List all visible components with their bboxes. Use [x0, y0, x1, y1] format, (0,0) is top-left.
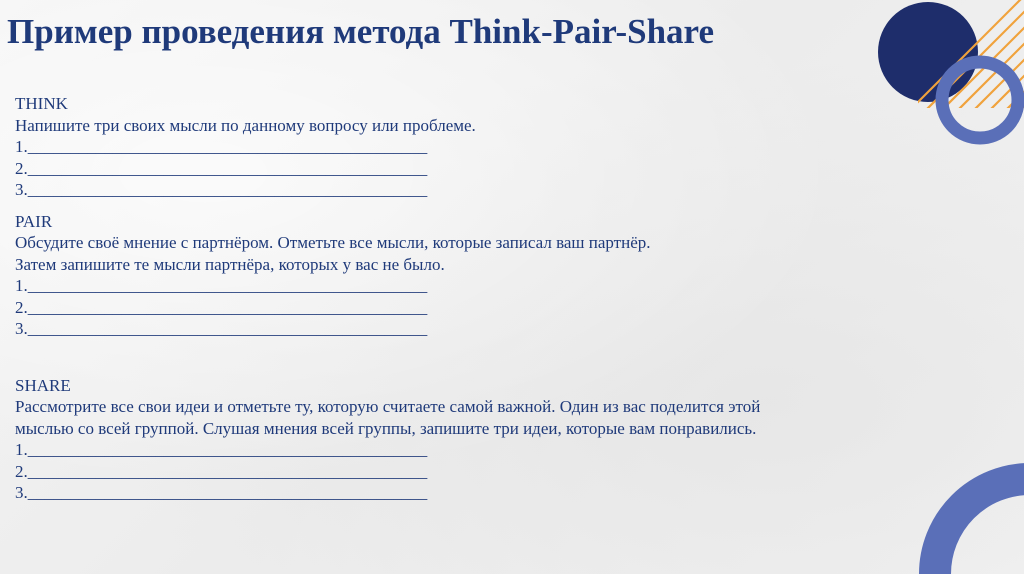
slide-title: Пример проведения метода Think-Pair-Share: [7, 12, 714, 51]
share-instruction-line-2: мыслью со всей группой. Слушая мнения всей группы, запишите три идеи, которые вам понравились.: [15, 418, 757, 438]
pair-instruction-line-2: Затем запишите те мысли партнёра, которых у вас не было.: [15, 254, 445, 274]
share-blank-2: 2._______________________________________________: [15, 461, 428, 481]
think-instruction: Напишите три своих мысли по данному вопросу или проблеме.: [15, 115, 476, 135]
pair-instruction-line-1: Обсудите своё мнение с партнёром. Отметьте все мысли, которые записал ваш партнёр.: [15, 233, 651, 252]
section-spacer: [15, 340, 975, 375]
think-blank-2: 2._______________________________________________: [15, 158, 428, 178]
worksheet-body: [15, 93, 975, 504]
pair-section: [15, 211, 975, 340]
think-heading: THINK: [15, 94, 68, 113]
navy-circle-decoration: [878, 2, 978, 102]
share-instruction-line-1: Рассмотрите все свои идеи и отметьте ту, которую считаете самой важной. Один из вас поделится этой: [15, 397, 761, 416]
pair-blank-3: 3._______________________________________________: [15, 319, 428, 338]
share-heading: SHARE: [15, 375, 71, 395]
think-blank-1: 1._______________________________________________: [15, 137, 428, 156]
pair-blank-2: 2._______________________________________________: [15, 297, 428, 317]
pair-heading: PAIR: [15, 211, 53, 231]
share-blank-1: 1._______________________________________________: [15, 440, 428, 459]
pair-blank-1: 1._______________________________________________: [15, 276, 428, 295]
section-spacer: [15, 201, 975, 211]
think-section: [15, 93, 975, 201]
share-section: [15, 375, 975, 504]
share-blank-3: 3._______________________________________________: [15, 483, 428, 502]
think-blank-3: 3._______________________________________________: [15, 180, 428, 199]
